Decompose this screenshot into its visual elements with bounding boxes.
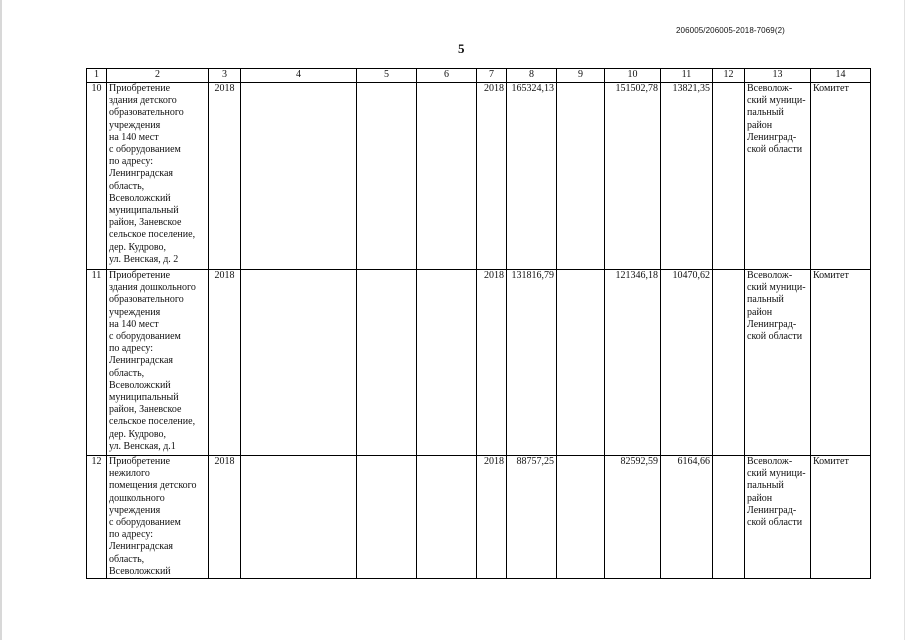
cell-text-line: Ленинградская xyxy=(109,541,174,553)
column-4-cell xyxy=(241,456,357,579)
column-header: 13 xyxy=(745,69,811,83)
responsible-body-cell: Комитет xyxy=(811,456,871,579)
cell-text-line: район, Заневское xyxy=(109,217,182,229)
column-12-cell xyxy=(713,83,745,270)
row-number-cell: 11 xyxy=(87,270,107,456)
cell-text-line: дер. Кудрово, xyxy=(109,428,167,440)
column-header: 6 xyxy=(417,69,477,83)
district-cell xyxy=(745,270,811,456)
cell-text-line: Ленинград- xyxy=(747,131,797,143)
cell-text-line: район xyxy=(747,306,773,318)
total-cost-cell: 131816,79 xyxy=(507,270,557,456)
cell-text-line: на 140 мест xyxy=(109,318,159,330)
cell-text-line: с оборудованием xyxy=(109,517,181,529)
page-number: 5 xyxy=(458,41,465,56)
responsible-body-cell: Комитет xyxy=(811,270,871,456)
cell-text-line: сельское поселение, xyxy=(109,229,196,241)
cell-text-line: Приобретение xyxy=(109,83,171,94)
cell-text-line: учреждения xyxy=(109,306,161,318)
federal-funds-cell: 121346,18 xyxy=(605,270,661,456)
column-4-cell xyxy=(241,83,357,270)
cell-text-line: ский муници- xyxy=(747,282,806,294)
total-cost-cell: 88757,25 xyxy=(507,456,557,579)
column-number-row xyxy=(87,69,871,83)
column-9-cell xyxy=(557,270,605,456)
cell-text-line: пальный xyxy=(747,107,784,119)
cell-text-line: образовательного xyxy=(109,107,184,119)
column-9-cell xyxy=(557,83,605,270)
responsible-body-cell: Комитет xyxy=(811,83,871,270)
cell-text-line: учреждения xyxy=(109,119,161,131)
cell-text-line: сельское поселение, xyxy=(109,416,196,428)
row-number-cell: 12 xyxy=(87,456,107,579)
year-cell: 2018 xyxy=(209,270,241,456)
cell-text-line: учреждения xyxy=(109,504,161,516)
cell-text-line: ской области xyxy=(747,144,803,156)
cell-text-line: ул. Венская, д.1 xyxy=(109,440,176,452)
column-12-cell xyxy=(713,456,745,579)
object-name-cell xyxy=(107,83,209,270)
cell-text-line: Всеволож- xyxy=(747,83,793,94)
column-header: 1 xyxy=(87,69,107,83)
total-cost-cell: 165324,13 xyxy=(507,83,557,270)
scan-left-edge xyxy=(0,0,2,640)
column-6-cell xyxy=(417,83,477,270)
table-row xyxy=(87,83,871,270)
column-header: 3 xyxy=(209,69,241,83)
cell-text-line: пальный xyxy=(747,480,784,492)
column-header: 4 xyxy=(241,69,357,83)
regional-funds-cell: 6164,66 xyxy=(661,456,713,579)
column-9-cell xyxy=(557,456,605,579)
cell-text-line: область, xyxy=(109,367,145,379)
completion-year-cell: 2018 xyxy=(477,270,507,456)
column-header: 5 xyxy=(357,69,417,83)
cell-text-line: область, xyxy=(109,180,145,192)
cell-text-line: здания дошкольного xyxy=(109,282,196,294)
cell-text-line: с оборудованием xyxy=(109,144,181,156)
cell-text-line: ул. Венская, д. 2 xyxy=(109,253,179,265)
regional-funds-cell: 13821,35 xyxy=(661,83,713,270)
cell-text-line: Приобретение xyxy=(109,456,171,467)
cell-text-line: муниципальный xyxy=(109,205,179,217)
cell-text-line: ской области xyxy=(747,517,803,529)
year-cell: 2018 xyxy=(209,456,241,579)
year-cell: 2018 xyxy=(209,83,241,270)
federal-funds-cell: 82592,59 xyxy=(605,456,661,579)
cell-text-line: область, xyxy=(109,553,145,565)
cell-text-line: по адресу: xyxy=(109,529,154,541)
table-row xyxy=(87,270,871,456)
cell-text-line: дошкольного xyxy=(109,492,165,504)
cell-text-line: Ленинград- xyxy=(747,318,797,330)
object-name-cell xyxy=(107,456,209,579)
column-header: 12 xyxy=(713,69,745,83)
cell-text-line: район, Заневское xyxy=(109,404,182,416)
column-header: 8 xyxy=(507,69,557,83)
cell-text-line: Всеволожский xyxy=(109,565,171,577)
column-12-cell xyxy=(713,270,745,456)
column-6-cell xyxy=(417,456,477,579)
column-5-cell xyxy=(357,83,417,270)
district-cell xyxy=(745,456,811,579)
cell-text-line: Ленинград- xyxy=(747,504,797,516)
column-header: 7 xyxy=(477,69,507,83)
cell-text-line: образовательного xyxy=(109,294,184,306)
table-row xyxy=(87,456,871,579)
column-4-cell xyxy=(241,270,357,456)
completion-year-cell: 2018 xyxy=(477,83,507,270)
column-header: 10 xyxy=(605,69,661,83)
cell-text-line: район xyxy=(747,119,773,131)
cell-text-line: Ленинградская xyxy=(109,168,174,180)
federal-funds-cell: 151502,78 xyxy=(605,83,661,270)
cell-text-line: муниципальный xyxy=(109,392,179,404)
completion-year-cell: 2018 xyxy=(477,456,507,579)
cell-text-line: пальный xyxy=(747,294,784,306)
cell-text-line: Всеволож- xyxy=(747,270,793,281)
cell-text-line: здания детского xyxy=(109,95,177,107)
district-cell xyxy=(745,83,811,270)
cell-text-line: Всеволожский xyxy=(109,379,171,391)
column-header: 14 xyxy=(811,69,871,83)
column-6-cell xyxy=(417,270,477,456)
cell-text-line: с оборудованием xyxy=(109,331,181,343)
cell-text-line: ский муници- xyxy=(747,468,806,480)
cell-text-line: Приобретение xyxy=(109,270,171,281)
column-5-cell xyxy=(357,270,417,456)
cell-text-line: по адресу: xyxy=(109,156,154,168)
column-header: 2 xyxy=(107,69,209,83)
column-header: 11 xyxy=(661,69,713,83)
cell-text-line: нежилого xyxy=(109,468,150,480)
cell-text-line: по адресу: xyxy=(109,343,154,355)
cell-text-line: Ленинградская xyxy=(109,355,174,367)
regional-funds-cell: 10470,62 xyxy=(661,270,713,456)
document-id: 206005/206005-2018-7069(2) xyxy=(676,26,785,35)
cell-text-line: на 140 мест xyxy=(109,131,159,143)
column-header: 9 xyxy=(557,69,605,83)
column-5-cell xyxy=(357,456,417,579)
cell-text-line: Всеволожский xyxy=(109,192,171,204)
cell-text-line: ский муници- xyxy=(747,95,806,107)
cell-text-line: ской области xyxy=(747,331,803,343)
cell-text-line: Всеволож- xyxy=(747,456,793,467)
cell-text-line: помещения детского xyxy=(109,480,197,492)
cell-text-line: дер. Кудрово, xyxy=(109,241,167,253)
cell-text-line: район xyxy=(747,492,773,504)
program-table xyxy=(86,68,871,579)
object-name-cell xyxy=(107,270,209,456)
row-number-cell: 10 xyxy=(87,83,107,270)
